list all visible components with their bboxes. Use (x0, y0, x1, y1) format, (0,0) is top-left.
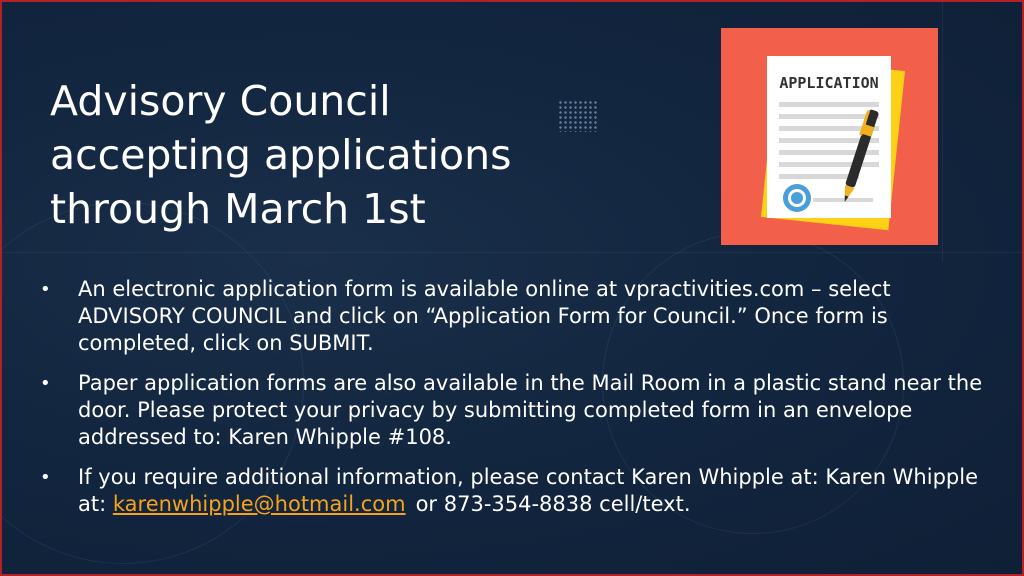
background-line-decoration (2, 252, 1022, 253)
title-line: Advisory Council (50, 77, 391, 125)
document-heading: APPLICATION (779, 74, 879, 92)
bullet-text: An electronic application form is available online at vpractivities.com – select ADVISORY COUNCIL and click on “Application Form for Council.” Once form is completed, click on SUBMIT. (78, 277, 891, 355)
background-line-decoration (942, 2, 943, 262)
slide-title (50, 74, 570, 236)
bullet-marker: • (40, 279, 51, 300)
bullet-text: Paper application forms are also available in the Mail Room in a plastic stand near the door. Please protect your privacy by submitting completed form in an envelope addressed to: Karen Whipple #108. (78, 371, 983, 449)
email-link[interactable]: karenwhipple@hotmail.com (112, 492, 406, 516)
list-item (38, 370, 998, 451)
application-document-with-pen-icon (721, 28, 938, 245)
bullet-text: If you require additional information, please contact Karen Whipple at: Karen Whipple at: (78, 465, 978, 516)
list-item (38, 276, 998, 357)
list-item (38, 464, 998, 518)
title-line: accepting applications (50, 131, 512, 179)
bullet-marker: • (40, 467, 51, 488)
bullet-text: or 873-354-8838 cell/text. (415, 492, 691, 516)
bullet-list (38, 276, 998, 531)
title-line: through March 1st (50, 185, 426, 233)
bullet-marker: • (40, 373, 51, 394)
